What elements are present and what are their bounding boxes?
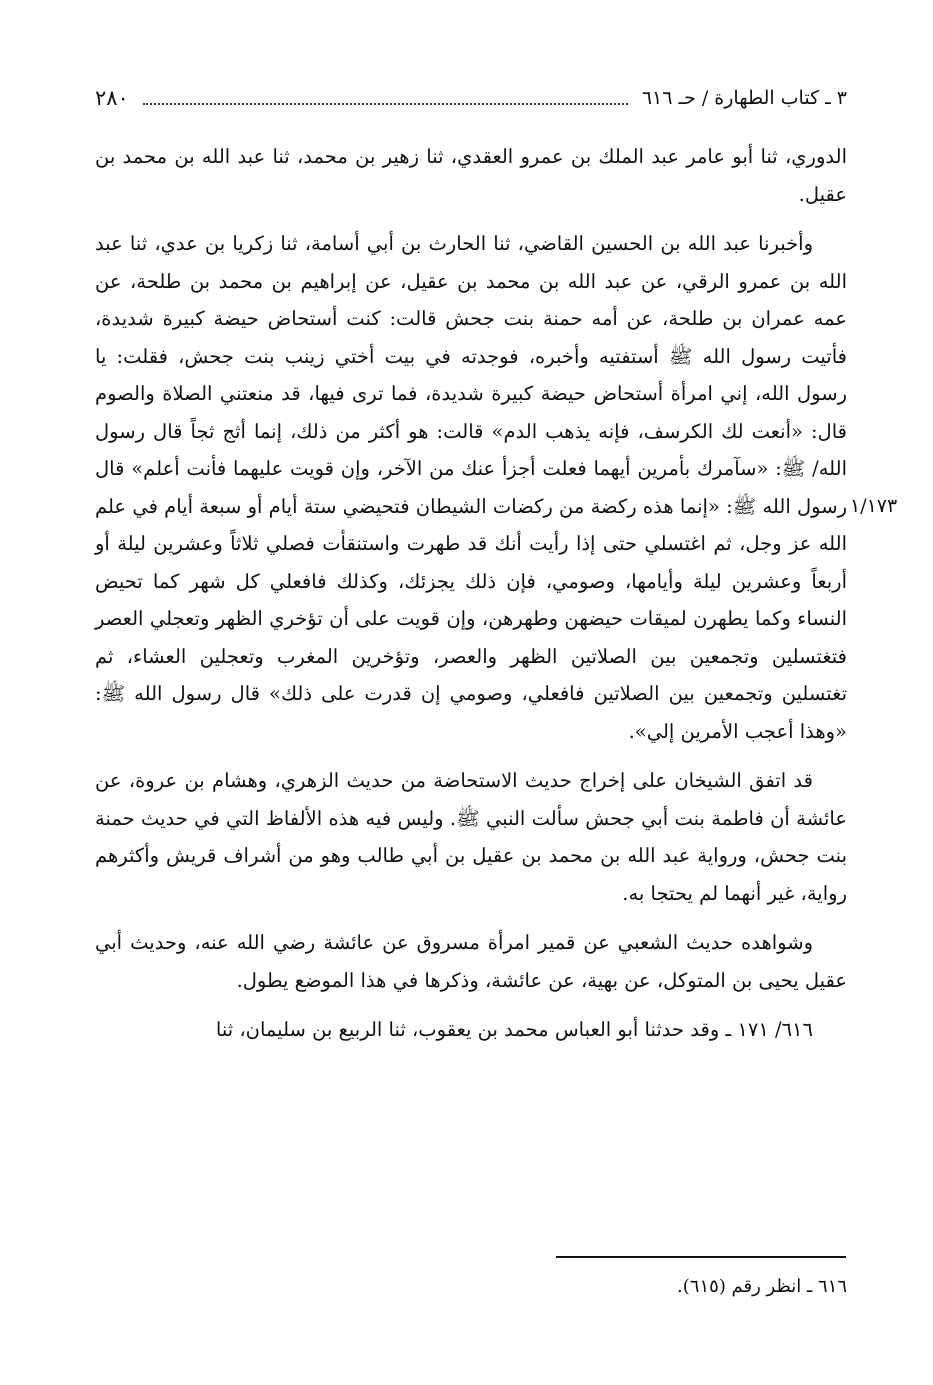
paragraph-1: الدوري، ثنا أبو عامر عبد الملك بن عمرو العقدي، ثنا زهير بن محمد، ثنا عبد الله بن محمد بن عقيل. — [95, 145, 847, 206]
running-title: ٣ ـ كتاب الطهارة / حـ ٦١٦ — [641, 87, 847, 109]
page-number: ٢٨٠ — [95, 86, 129, 110]
margin-reference: ١/١٧٣ — [850, 495, 898, 517]
main-text — [95, 138, 847, 1061]
paragraph-2: وأخبرنا عبد الله بن الحسين القاضي، ثنا الحارث بن أبي أسامة، ثنا زكريا بن عدي، ثنا عبد الله بن عمرو الرقي، عن عبد الله بن محمد بن عقيل، عن إبراهيم بن محمد بن طلحة، عن عمه عمران بن طلحة، عن أمه حمنة بنت جحش قالت: كنت أستحاض حيضة كبيرة شديدة، فأتيت رسول الله ﷺ أستفتيه وأخبره، فوجدته في بيت أختي زينب بنت جحش، فقلت: يا رسول الله، إني امرأة أستحاض حيضة كبيرة شديدة، فما ترى فيها، قد منعتني الصلاة والصوم قال: «أنعت لك الكرسف، فإنه يذهب الدم» قالت: هو أكثر من ذلك، إنما أثج ثجاً قال رسول الله/ ﷺ: «سآمرك بأمرين أيهما فعلت أجزأ عنك من الآخر، وإن قويت عليهما فأنت أعلم» قال رسول الله ﷺ: «إنما هذه ركضة من ركضات الشيطان فتحيضي ستة أيام أو سبعة أيام في علم الله عز وجل، ثم اغتسلي حتى إذا رأيت أنك قد طهرت واستنقأت فصلي ثلاثاً وعشرين ليلة أو أربعاً وعشرين ليلة وأيامها، وصومي، فإن ذلك يجزئك، وكذلك فافعلي كل شهر كما تحيض النساء وكما يطهرن لميقات حيضهن وطهرهن، وإن قويت على أن تؤخري الظهر وتعجلي العصر فتغتسلين وتجمعين بين الصلاتين الظهر والعصر، وتؤخرين المغرب وتعجلين العشاء، ثم تغتسلين وتجمعين بين الصلاتين فافعلي، وصومي إن قدرت على ذلك» قال رسول الله ﷺ: «وهذا أعجب الأمرين إلي». — [95, 232, 847, 743]
paragraph-4: وشواهده حديث الشعبي عن قمير امرأة مسروق عن عائشة رضي الله عنه، وحديث أبي عقيل يحيى بن المتوكل، عن بهية، عن عائشة، وذكرها في هذا الموضع يطول. — [95, 931, 847, 992]
footnote: ٦١٦ ـ انظر رقم (٦١٥). — [677, 1276, 847, 1297]
paragraph-3: قد اتفق الشيخان على إخراج حديث الاستحاضة من حديث الزهري، وهشام بن عروة، عن عائشة أن فاطمة بنت أبي جحش سألت النبي ﷺ. وليس فيه هذه الألفاظ التي في حديث حمنة بنت جحش، ورواية عبد الله بن محمد بن عقيل بن أبي طالب وهو من أشراف قريش وأكثرهم رواية، غير أنهما لم يحتجا به. — [95, 769, 847, 905]
page-header — [95, 82, 847, 114]
leader-dots — [143, 91, 628, 105]
footnote-divider — [556, 1256, 846, 1258]
paragraph-5: ٦١٦/ ١٧١ ـ وقد حدثنا أبو العباس محمد بن يعقوب، ثنا الربيع بن سليمان، ثنا — [215, 1018, 813, 1041]
